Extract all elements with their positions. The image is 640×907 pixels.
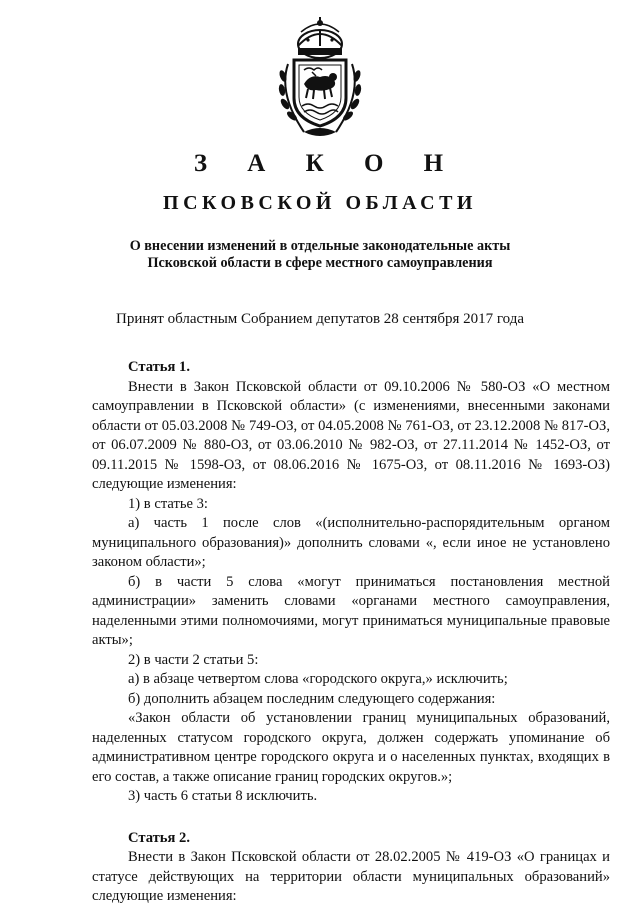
subtitle-line-2: Псковской области в сфере местного самоуправления [147, 255, 493, 271]
article-1-paragraph: «Закон области об установлении границ муниципальных образований, наделенных статусом городского округа, должен содержать упоминание об административном центре городского округа и о населенных пунктах, входящих в его состав, а также описание границ городских округов.»; [92, 710, 610, 785]
law-body [92, 358, 610, 907]
article-1-paragraph: 2) в части 2 статьи 5: [128, 651, 259, 668]
article-1-paragraph: б) дополнить абзацем последним следующего содержания: [128, 690, 496, 707]
article-1-paragraph: б) в части 5 слова «могут приниматься постановления местной администрации» заменить словами «органами местного самоуправления, наделенными этими полномочиями, могут приниматься муниципальные правовые акты»; [92, 573, 610, 648]
document-type-title: З А К О Н [193, 150, 461, 177]
law-subtitle [0, 238, 640, 272]
article-1-heading: Статья 1. [128, 359, 190, 375]
adoption-statement: Принят областным Собранием депутатов 28 сентября 2017 года [115, 311, 525, 327]
crown-icon [298, 17, 342, 58]
article-1-paragraph: а) в абзаце четвертом слова «городского округа,» исключить; [128, 671, 508, 687]
article-2-paragraph: Внести в Закон Псковской области от 28.02.2005 № 419-ОЗ «О границах и статусе действующих на территории области муниципальных образований» следующие изменения: [92, 849, 610, 904]
coat-of-arms-icon [264, 14, 376, 142]
article-1-paragraph: 1) в статье 3: [128, 495, 208, 512]
article-2-heading: Статья 2. [128, 829, 190, 846]
article-1-paragraph: Внести в Закон Псковской области от 09.10.2006 № 580-ОЗ «О местном самоуправлении в Псковской области» (с изменениями, внесенными законами области от 05.03.2008 № 749-ОЗ, от 04.05.2008 № 761-ОЗ, от 23.12.2008 № 817-ОЗ, от 06.07.2009 № 880-ОЗ, от 03.06.2010 № 982-ОЗ, от 27.11.2014 № 1452-ОЗ, от 09.11.2015 № 1598-ОЗ, от 08.06.2016 № 1675-ОЗ, от 08.11.2016 № 1693-ОЗ) следующие изменения: [92, 378, 610, 492]
article-1-paragraph: 3) часть 6 статьи 8 исключить. [128, 788, 318, 804]
region-title: ПСКОВСКОЙ ОБЛАСТИ [163, 192, 477, 214]
article-1-paragraph: а) часть 1 после слов «(исполнительно-распорядительным органом муниципального образования)» дополнить словами «, если иное не установлено законом области»; [92, 515, 610, 570]
subtitle-line-1: О внесении изменений в отдельные законодательные акты [129, 238, 511, 254]
shield-icon [294, 60, 346, 126]
